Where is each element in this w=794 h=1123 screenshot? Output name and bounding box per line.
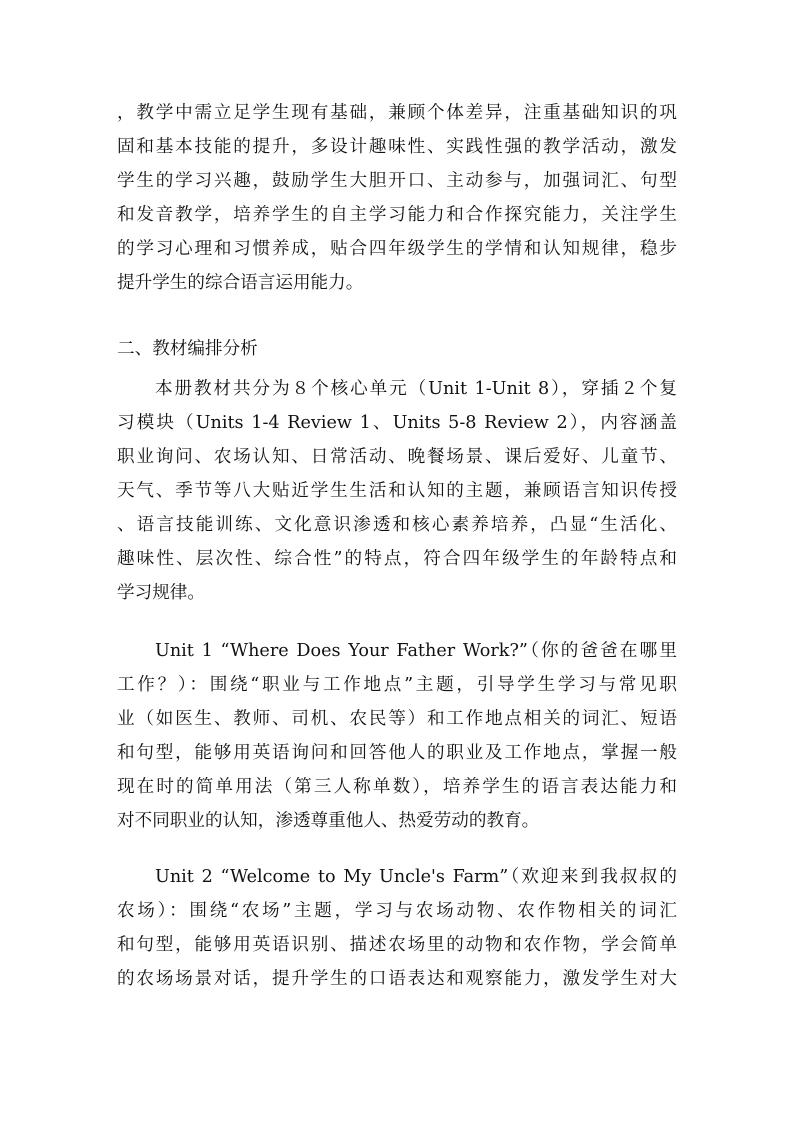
- paragraph-4-line-3: 和句型，能够用英语识别、描述农场里的动物和农作物，学会简单: [117, 935, 677, 955]
- paragraph-3-line-4: 和句型，能够用英语询问和回答他人的职业及工作地点，掌握一般: [117, 743, 677, 763]
- paragraph-2-line-3: 职业询问、农场认知、日常活动、晚餐场景、课后爱好、儿童节、: [117, 447, 677, 467]
- paragraph-3-line-6: 对不同职业的认知，渗透尊重他人、热爱劳动的教育。: [117, 811, 540, 831]
- paragraph-4-line-2: 农场）：围绕“农场”主题，学习与农场动物、农作物相关的词汇: [117, 901, 677, 921]
- paragraph-1-line-2: 固和基本技能的提升，多设计趣味性、实践性强的教学活动，激发: [117, 137, 677, 157]
- section-heading: 二、教材编排分析: [117, 339, 258, 359]
- paragraph-1-line-5: 的学习心理和习惯养成，贴合四年级学生的学情和认知规律，稳步: [117, 239, 677, 259]
- paragraph-2-line-4: 天气、季节等八大贴近学生生活和认知的主题，兼顾语言知识传授: [117, 481, 677, 501]
- paragraph-3-line-1: Unit 1 “Where Does Your Father Work?”（你的爸爸在哪里: [155, 641, 677, 661]
- paragraph-1-line-3: 学生的学习兴趣，鼓励学生大胆开口、主动参与，加强词汇、句型: [117, 171, 677, 191]
- paragraph-2-line-2: 习模块（Units 1-4 Review 1、Units 5-8 Review 2），内容涵盖: [117, 413, 677, 433]
- paragraph-1-line-6: 提升学生的综合语言运用能力。: [117, 273, 364, 293]
- paragraph-1-line-4: 和发音教学，培养学生的自主学习能力和合作探究能力，关注学生: [117, 205, 677, 225]
- paragraph-4-line-4: 的农场场景对话，提升学生的口语表达和观察能力，激发学生对大: [117, 969, 677, 989]
- paragraph-3-line-3: 业（如医生、教师、司机、农民等）和工作地点相关的词汇、短语: [117, 709, 677, 729]
- paragraph-4-line-1: Unit 2 “Welcome to My Uncle's Farm”（欢迎来到我叔叔的: [155, 867, 677, 887]
- paragraph-3-line-5: 现在时的简单用法（第三人称单数），培养学生的语言表达能力和: [117, 777, 677, 797]
- paragraph-2-line-1: 本册教材共分为８个核心单元（Unit 1-Unit 8），穿插２个复: [155, 379, 677, 399]
- paragraph-2-line-6: 趣味性、层次性、综合性”的特点，符合四年级学生的年龄特点和: [117, 549, 677, 569]
- paragraph-2-line-5: 、语言技能训练、文化意识渗透和核心素养培养，凸显“生活化、: [117, 515, 677, 535]
- paragraph-1-line-1: ，教学中需立足学生现有基础，兼顾个体差异，注重基础知识的巩: [117, 103, 677, 123]
- paragraph-2-line-7: 学习规律。: [117, 583, 205, 603]
- paragraph-3-line-2: 工作？）：围绕“职业与工作地点”主题，引导学生学习与常见职: [117, 675, 677, 695]
